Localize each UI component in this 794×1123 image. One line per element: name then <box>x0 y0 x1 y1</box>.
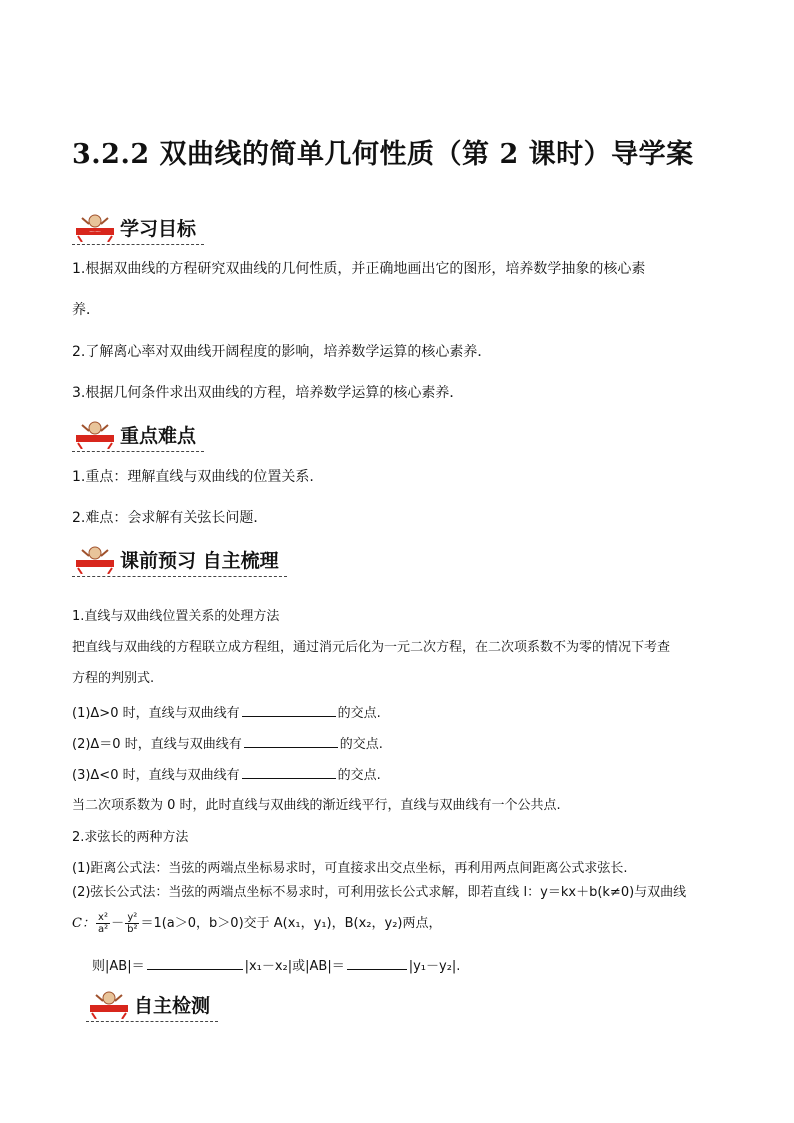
goal-item-1: 1.根据双曲线的方程研究双曲线的几何性质，并正确地画出它的图形，培养数学抽象的核心素 <box>72 261 646 277</box>
fraction-numerator: y² <box>127 912 138 923</box>
subheading-2: 2.求弦长的两种方法 <box>72 830 189 845</box>
formula-suffix: |y₁－y₂|. <box>408 959 461 974</box>
section-emblem-icon <box>72 212 118 242</box>
svg-text:～～: ～～ <box>88 229 102 236</box>
fill-blank[interactable] <box>242 702 336 717</box>
fill-blank[interactable] <box>244 733 338 748</box>
goal-item-1-cont: 养． <box>72 302 100 318</box>
fraction-denominator: a² <box>97 924 109 935</box>
fraction-numerator: x² <box>98 912 108 923</box>
heading-underline <box>72 576 287 577</box>
section-emblem-icon <box>72 419 118 449</box>
goal-item-3: 3.根据几何条件求出双曲线的方程，培养数学运算的核心素养． <box>72 385 464 401</box>
preview-para-line-1: 把直线与双曲线的方程联立成方程组，通过消元后化为一元二次方程，在二次项系数不为零的情况下考查 <box>72 640 671 655</box>
equation-prefix: C： <box>72 916 95 931</box>
case-1-text: (1)Δ>0 时，直线与双曲线有 <box>72 706 240 721</box>
heading-underline <box>86 1021 218 1022</box>
section-emblem-icon <box>72 544 118 574</box>
keypoint-item-1: 1.重点：理解直线与双曲线的位置关系. <box>72 469 314 485</box>
keypoint-item-2: 2.难点：会求解有关弦长问题． <box>72 510 268 526</box>
fill-blank[interactable] <box>147 955 243 970</box>
case-2-suffix: 的交点. <box>339 737 383 752</box>
case-1-line <box>72 702 732 724</box>
section-heading-label: 重点难点 <box>120 425 197 447</box>
section-heading-keypoints <box>72 415 198 449</box>
heading-underline <box>72 244 204 245</box>
section-emblem-icon <box>86 989 132 1019</box>
subheading-1: 1.直线与双曲线位置关系的处理方法 <box>72 609 280 624</box>
preview-note: 当二次项系数为 0 时，此时直线与双曲线的渐近线平行，直线与双曲线有一个公共点. <box>72 798 561 813</box>
heading-underline <box>72 451 204 452</box>
section-heading-preview <box>72 540 281 574</box>
case-2-line <box>72 733 732 755</box>
case-3-text: (3)Δ<0 时，直线与双曲线有 <box>72 768 240 783</box>
page-title: 3.2.2 双曲线的简单几何性质（第 2 课时）导学案 <box>72 139 694 170</box>
equation-suffix: ＝1(a＞0，b＞0)交于 A(x₁，y₁)，B(x₂，y₂)两点， <box>140 916 442 931</box>
case-2-text: (2)Δ＝0 时，直线与双曲线有 <box>72 737 242 752</box>
formula-prefix: 则|AB|＝ <box>92 959 145 974</box>
section-heading-label: 学习目标 <box>120 218 197 240</box>
formula-middle: |x₁－x₂|或|AB|＝ <box>244 959 345 974</box>
section-heading-goals <box>72 208 198 242</box>
section-heading-label: 自主检测 <box>134 995 211 1017</box>
fill-blank[interactable] <box>347 955 407 970</box>
fraction-y <box>125 912 139 935</box>
case-1-suffix: 的交点. <box>337 706 381 721</box>
case-3-line <box>72 764 732 786</box>
preview-para-line-2: 方程的判别式. <box>72 671 155 686</box>
fill-blank[interactable] <box>242 764 336 779</box>
chord-length-formula <box>92 955 752 977</box>
section-heading-label: 课前预习 自主梳理 <box>120 550 279 572</box>
section-heading-selfcheck <box>86 985 212 1019</box>
fraction-denominator: b² <box>127 924 138 935</box>
method-1: (1)距离公式法：当弦的两端点坐标易求时，可直接求出交点坐标，再利用两点间距离公式求弦长. <box>72 861 628 876</box>
fraction-x <box>96 912 110 935</box>
method-2: (2)弦长公式法：当弦的两端点坐标不易求时，可利用弦长公式求解，即若直线 l：y＝kx＋b(k≠0)与双曲线 <box>72 885 687 900</box>
minus-sign: － <box>111 916 125 931</box>
goal-item-2: 2.了解离心率对双曲线开阔程度的影响，培养数学运算的核心素养． <box>72 344 492 360</box>
case-3-suffix: 的交点. <box>337 768 381 783</box>
method-2-equation <box>72 911 732 937</box>
